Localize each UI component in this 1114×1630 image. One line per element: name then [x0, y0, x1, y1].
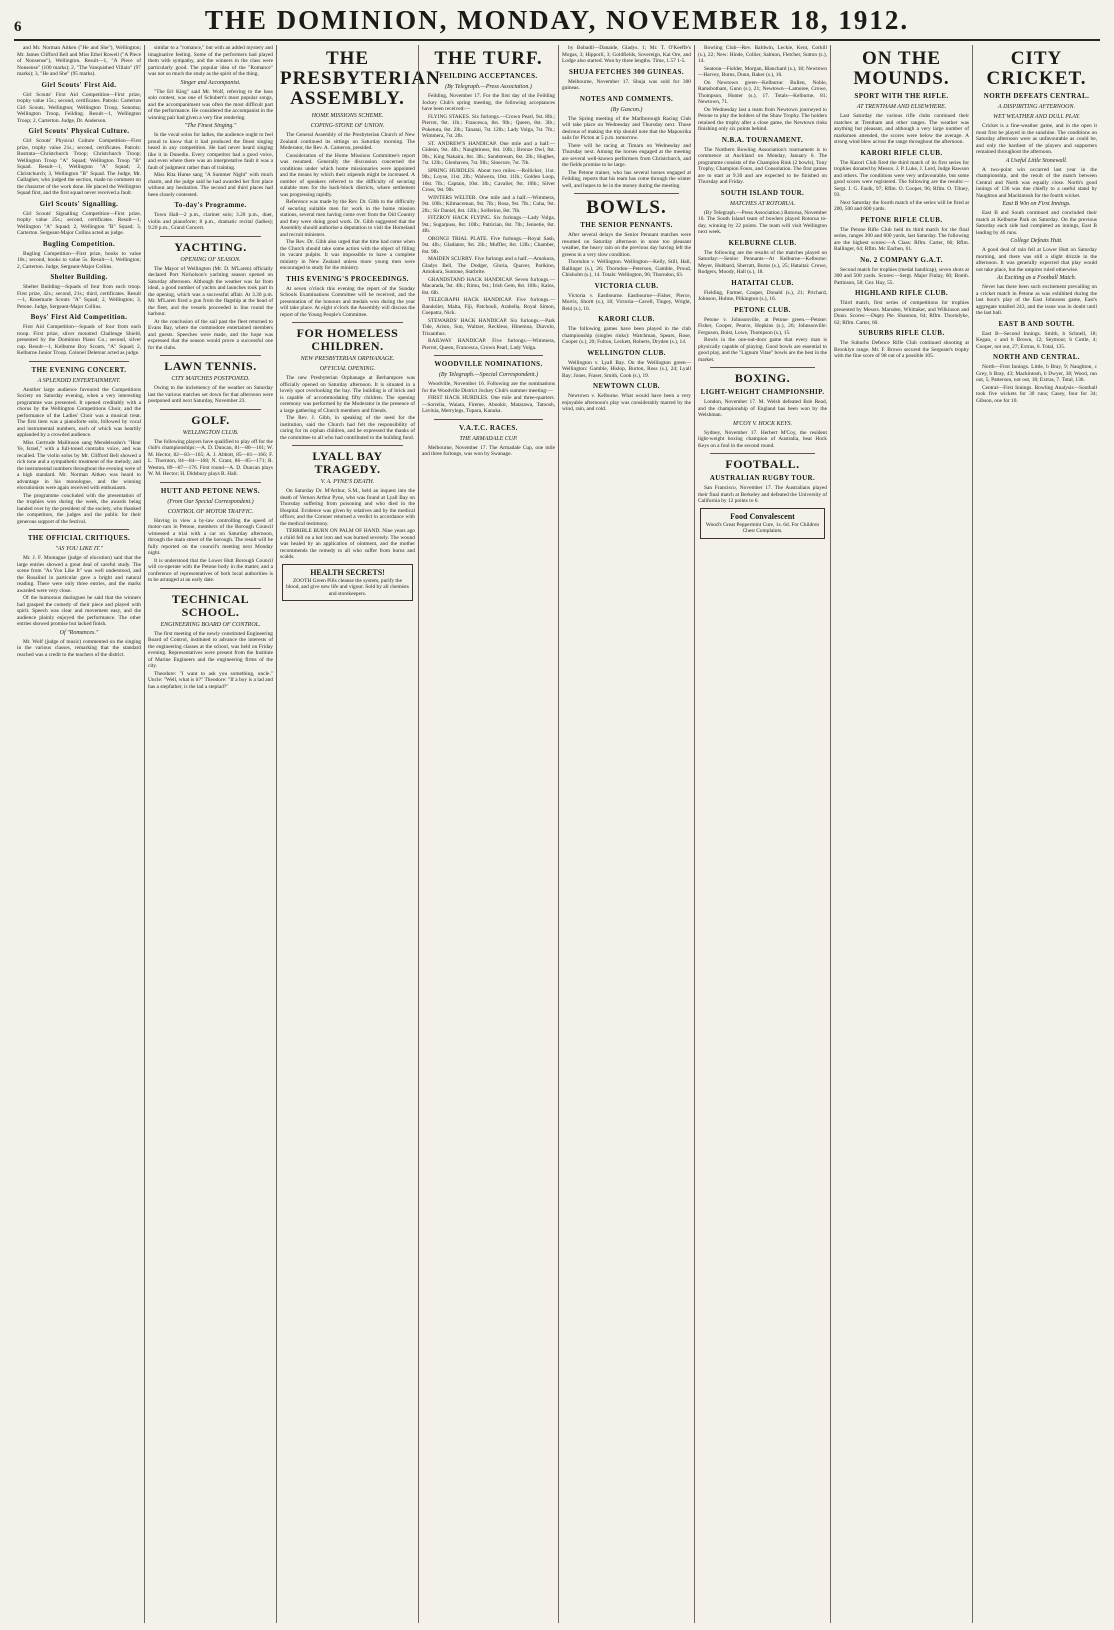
- article-subheading: College Defeats Hutt.: [1010, 238, 1063, 244]
- article-heading: Shelter Building.: [50, 273, 108, 281]
- article-subheading: Singer and Accompanist.: [180, 79, 241, 86]
- section-divider: [160, 236, 261, 237]
- article-subheading: OPENING OF SEASON.: [180, 256, 241, 263]
- article-paragraph: Another large audience favoured the Competitions Society on Saturday evening, when a very interesting programme was presented. It opened creditably with a chorus by the Wellington Competitions Choir, and the performance of the Ladies' Choir was a musical treat. The first item was a pianoforte solo, followed by vocal and instrumental numbers, each of which was heartily applauded by a crowded audience.: [17, 386, 141, 438]
- article-paragraph: At the conclusion of the sail past the fleet returned to Evans Bay, where the commodore entertained members and guests. Speeches were made, and the hope was expressed that the season would prove a successful one for the clubs.: [148, 318, 273, 351]
- article-heading: SPORT WITH THE RIFLE.: [854, 92, 949, 100]
- article-paragraph: The General Assembly of the Presbyterian Church of New Zealand continued its sittings on Saturday morning. The Moderator, the Rev. A. Cameron, presided.: [280, 132, 415, 151]
- article-paragraph: On Saturday Dr. M'Arthur, S.M., held an inquest into the death of Vernon Arthur Pyne, who was found at Lyall Bay on Thursday suffering from poisoning and who died in the Hospital. Evidence was given by relatives and by the medical officer, and the Coroner returned a verdict in accordance with the medical testimony.: [280, 488, 415, 527]
- article-heading: VICTORIA CLUB.: [594, 281, 659, 290]
- section-divider: [710, 453, 815, 454]
- article-paragraph: Woodville, November 16. Following are the nominations for the Woodville District Jockey Club's summer meeting:—: [422, 381, 555, 394]
- column-6: [694, 45, 830, 1623]
- article-paragraph: Bowls in the one-out-door game that every man is physically capable of playing. Good bowls are essential to good play, and the "Lignum Vitae" bowls are the best in the market.: [698, 337, 827, 363]
- section-heading: TECHNICAL SCHOOL.: [171, 591, 250, 619]
- article-paragraph: After several delays the Senior Pennant matches were resumed on Saturday afternoon in none too pleasant weather, the heavy rain on the previous day having left the greens in a very slow condition.: [562, 232, 691, 258]
- section-divider: [434, 419, 543, 420]
- article-paragraph: East B—Second Innings. Smith, b Schnell, 18; Kegan, c and b Brown, 12; Seymour, b Cuttle, 4; Cooper, not out, 27; Extras, 6. Total, 135.: [976, 330, 1097, 350]
- article-paragraph: TELEGRAPH HACK HANDICAP. Five furlongs.—Bandolier, Malta, Fiji, Patchouli, Arabella, Royal Simon, Coepatra, Nick.: [422, 297, 555, 316]
- article-heading: Girl Scouts' Physical Culture.: [28, 127, 130, 135]
- major-heading: ON THE MOUNDS.: [853, 48, 950, 89]
- column-3: [276, 45, 441, 1623]
- article-paragraph: Shelter Building—Squads of four from each troop. First prize, 42s.; second, 21s.; third, certificates. Result—1, Rosemarie Scouts "A" Squad; 2, Wellington; 3, Petone. Judge, Sergeant-Major Collins.: [17, 284, 141, 310]
- article-paragraph: Newtown v. Kelburne. What would have been a very enjoyable afternoon's play was considerably marred by the wind, rain, and cold.: [562, 393, 691, 412]
- article-heading: HATAITAI CLUB.: [731, 278, 794, 287]
- article-paragraph: Wellington v. Lyall Bay. On the Wellington green—Wellington: Gamble, Hislop, Burton, Ross (s.), 24; Lyall Bay: Jones, Fraser, Smith, Cook (s.), 19.: [562, 359, 691, 379]
- column-1: [14, 45, 144, 1623]
- article-heading: AUSTRALIAN RUGBY TOUR.: [709, 474, 816, 482]
- section-heading: FOR HOMELESS CHILDREN.: [296, 326, 399, 353]
- article-paragraph: ST. ANDREW'S HANDICAP. One mile and a half.—Gideon, 9st. 4lb.; Naughtiness, 8st. 10lb.; Bronze Owl, 8st. 9lb.; King Nakaira, 8st. 3lb.; Sandstream, 8st. 2lb.; Hughes, 7st. 12lb.; Glenhaven, 7st. 9lb.; Sinecure, 7st. 7lb.: [422, 140, 555, 166]
- article-subheading: NEW PRESBYTERIAN ORPHANAGE.: [300, 356, 395, 362]
- article-paragraph: The Northern Bowling Association's tournament is to commence at Auckland on Monday, January 6. The programme consists of the Champion Rink (2 bowls), Tony Trophy, Champion Fours, and Consolation. The first games are to start at 9.30 and are expected to be finished on Thursday and Friday.: [698, 146, 827, 185]
- article-paragraph: MAIDEN SCURRY. Five furlongs and a half.—Amokura, Gladys Bell, The Dodger, Gloria, Quaver, Parikino, Amokura, Suntone, Starbrite.: [422, 256, 555, 275]
- article-paragraph: At seven o'clock this evening the report of the Sunday Schools Examinations Committee will be received, and the presentation of the honours and medals won during the year will take place. At eight o'clock the Assembly will discuss the report of the Young People's Committee.: [280, 285, 415, 318]
- section-divider: [160, 355, 261, 356]
- article-paragraph: San Francisco, November 17. The Australians played their final match at Berkeley and defeated the University of California by 12 points to 6.: [698, 485, 827, 504]
- article-paragraph: There will be racing at Timaru on Wednesday and Thursday next. Among the horses engaged at the meeting are several well-known performers from Christchurch, and the fields promise to be large.: [562, 142, 691, 168]
- page-number: 6: [14, 19, 22, 35]
- article-paragraph: London, November 17. M. Welsh defeated Bob Read, and the championship of England has been won by the Welshman.: [698, 399, 827, 418]
- article-heading: WOODVILLE NOMINATIONS.: [434, 360, 543, 368]
- article-heading: Bugling Competition.: [42, 239, 116, 248]
- article-heading: HIGHLAND RIFLE CLUB.: [855, 289, 948, 297]
- article-paragraph: GRANDSTAND HACK HANDICAP. Seven furlongs.—Macarada, 9st. 4lb.; Rimu, 9st.; Irish Gem, 8st. 10lb.; Kalos, 8st. 6lb.: [422, 276, 555, 296]
- section-divider: [160, 588, 261, 589]
- article-paragraph: FLYING STAKES. Six furlongs.—Crown Pearl, 9st. 8lb.; Pierrot, 9st. 1lb.; Francesca, 8st. 9lb.; Queen, 8st. 3lb.; Puketutu, 8st. 2lb.; Tanatai, 7st. 12lb.; Lady Volga, 7st. 7lb.; Wimmera, 7st. 2lb.: [422, 113, 555, 139]
- article-paragraph: The Rev. Dr. Gibb also urged that the time had come when the Church should take some action with the object of filling its vacant pulpits. It was impossible to have a complete ministry in New Zealand unless more young men were encouraged to study for the ministry.: [280, 239, 415, 271]
- article-paragraph: The programme concluded with the presentation of the trophies won during the week, the awards being handed over by the president of the society, who thanked the competitors, the judges and the public for their generous support of the festival.: [17, 492, 141, 525]
- article-heading: NEWTOWN CLUB.: [593, 382, 660, 390]
- article-paragraph: similar to a "romance," but with an added mystery and imaginative feeling. Some of the performers had played them with sympathy, and the winners in the class were particularly good. The popular idea of the "Romance" was not so much the study as the spirit of the thing.: [148, 45, 273, 77]
- section-divider: [574, 193, 679, 194]
- column-7: [830, 45, 972, 1623]
- article-paragraph: RAILWAY HANDICAP. Five furlongs.—Wimmera, Pierrot, Queen, Francesca, Crown Pearl, Lady Volga.: [422, 338, 555, 351]
- article-paragraph: (By Telegraph.—Press Association.) Rotorua, November 16. The South Island team of bowlers played Rotorua to-day, winning by 22 points. The team will visit Wellington next week.: [698, 209, 827, 235]
- article-heading: NOTES AND COMMENTS.: [579, 94, 674, 103]
- article-paragraph: The following players have qualified to play off for the club's championships:—A. D. Duncan, 81—80—161; W. M. Hector, 82—83—165; A. J. Abbott, 85—81—166; F. L. Thornton, 84—84—168; N. Grant, 86—85—171; R. Weston, 89—87—176. First round—A. D. Duncan plays W. M. Hector; H. Didsbury plays R. Hall.: [148, 438, 273, 477]
- article-paragraph: Reference was made by the Rev. Dr. Gibb to the difficulty of securing suitable men for work in the home mission stations, several men having come over from the Old Country and they were doing good work. Dr. Gibb suggested that the Assembly should authorise a deputation to visit the Homeland and recruit ministers.: [280, 199, 415, 238]
- article-heading: THE OFFICIAL CRITIQUES.: [27, 534, 131, 542]
- article-paragraph: It is understood that the Lower Hutt Borough Council will co-operate with the Petone body in the matter, and a conference of representatives of both local authorities is to be arranged at an early date.: [148, 557, 273, 583]
- article-paragraph: On Wednesday last a team from Newtown journeyed to Petone to play the holders of the Shaw Trophy. The holders retained the trophy after a close game, the Newtown rinks finishing only six points behind.: [698, 106, 827, 132]
- article-paragraph: A good deal of rain fell at Lower Hutt on Saturday morning, and there was still a slight drizzle in the afternoon. It was generally expected that play would not take place, but the umpires ruled otherwise.: [976, 247, 1097, 273]
- article-paragraph: Owing to the inclemency of the weather on Saturday last the various matches set down for that afternoon were postponed until next Saturday, November 23.: [148, 385, 273, 404]
- article-paragraph: Seatoun—Fielder, Morgan, Blanchard (s.), 18; Newtown—Harvey, Burns, Dunn, Baker (s.), 16.: [698, 65, 827, 78]
- article-paragraph: WINTERS WELTER. One mile and a half.—Wimmera, 9st. 10lb.; Kilmacrenan, 9st. 7lb.; Rosa, 9st. 7lb.; Cuba, 9st. 2lb.; Sir Daniel, 8st. 12lb.; Solferino, 8st. 7lb.: [422, 194, 555, 214]
- article-subheading: CITY MATCHES POSTPONED.: [171, 376, 250, 382]
- article-subheading: A Useful Little Stonewall.: [1005, 157, 1068, 164]
- article-subheading: Of "Romances.": [59, 629, 99, 636]
- article-paragraph: Theodore: "I want to ask you something, uncle." Uncle: "Well, what is it?" Theodore: "If a boy is a lad and has a stepfather, is the lad a steplad?": [148, 670, 273, 690]
- article-subheading: HOME MISSIONS SCHEME.: [311, 113, 384, 119]
- article-subheading: A DISPIRITING AFTERNOON.: [998, 104, 1075, 110]
- article-paragraph: Sydney, November 17. Herbert M'Coy, the resident light-weight boxing champion of Australia, beat Hock Keys on a foul in the second round.: [698, 429, 827, 449]
- article-paragraph: Next Saturday the fourth match of the series will be fired at 200, 500 and 600 yards.: [834, 199, 969, 212]
- article-paragraph: The new Presbyterian Orphanage at Berhampore was officially opened on Saturday afternoon. It is situated in a lovely spot overlooking the bay. The building is of brick and is capable of accommodating fifty children. The opening ceremony was performed by the Moderator in the presence of a large gathering of Church members and friends.: [280, 375, 415, 414]
- article-paragraph: Of the humorous duologues he said that the winners had grasped the comedy of their piece and played with spirit. Speech was clear and movement easy, and the audience plainly enjoyed the performance. The other entries showed promise but lacked finish.: [17, 595, 141, 627]
- column-5: [558, 45, 694, 1623]
- article-subheading: As Exciting as a Football Match.: [996, 275, 1077, 281]
- article-paragraph: A two-point win occurred last year in the championship, and the result of the match between Central and North was equally close. North's good innings of 136 was due chiefly to a useful stand by Naughton and Mackintosh for the fourth wicket.: [976, 166, 1097, 199]
- article-subheading: (By Gascon.): [610, 106, 643, 113]
- section-heading: GOLF.: [191, 412, 230, 427]
- article-heading: No. 2 COMPANY G.A.T.: [860, 255, 943, 264]
- article-paragraph: The Petone Rifle Club held its third match for the final series, ranges 300 and 600 yards, last Saturday. The following are the highest scores:—A Class: Rflm. Carter, 66; Rflm. Ballinger, 64; Rflm. Mc Eachen, 61.: [834, 226, 969, 252]
- article-paragraph: The first meeting of the newly constituted Engineering Board of Control, instituted to advance the interests of the engineering classes at the school, was held on Friday evening. Representatives were present from the Institute of Marine Engineers and the engineering firms of the city.: [148, 630, 273, 669]
- article-paragraph: The Suburbs Defence Rifle Club continued shooting at Brooklyn range. Mr. F. Brown secured the Sergeant's trophy with the fine score of 98 out of a possible 105.: [834, 340, 969, 359]
- section-divider: [292, 322, 403, 323]
- article-paragraph: Last Saturday the various rifle clubs continued their matches at Trentham and other ranges. The weather was anything but pleasant, and although a very large number of marksmen attended, the scores were below the average. A strong wind blew across the range throughout the afternoon.: [834, 113, 969, 145]
- article-heading: LIGHT-WEIGHT CHAMPIONSHIP.: [700, 388, 825, 396]
- article-paragraph: The following are the results of the matches played on Saturday:—Senior Pennants—At Kelburne—Kelburne: Meyer, Hubbard, Sherratt, Burns (s.), 25; Hataitai: Crowe, Rodgers, Moody, Hall (s.), 18.: [698, 249, 827, 275]
- article-heading: N.B.A. TOURNAMENT.: [721, 135, 804, 144]
- article-paragraph: Victoria v. Eastbourne. Eastbourne—Fisher, Pierce, Morris, Shortt (s.), 18; Victoria—Cavell, Tingey, Wright, Reid (s.), 16.: [562, 292, 691, 312]
- article-subheading: WET WEATHER AND DULL PLAY.: [993, 114, 1080, 120]
- article-paragraph: Melbourne, November 17. Shuja was sold for 300 guineas.: [562, 78, 691, 91]
- article-paragraph: Miss Gertrude Mallinson sang Mendelssohn's "Hear Ye, Israel," with a full-toned contralto voice, and was recalled. The violin solos by Mr. Clifford Bell showed a rich tone and a sympathetic treatment of the melody, and the instrumental numbers throughout the evening were of a high standard. Mr. Norman Aitken was heard to advantage in his monologue, and the winning elocutionists were again received with enthusiasm.: [17, 439, 141, 491]
- article-paragraph: Never has there been such excitement prevailing on a cricket match in Petone as was exhibited during the last hour's play of the East Johnsons game, East's aggregate totalled 243, and the issue was in doubt until the last ball.: [976, 284, 1097, 316]
- article-paragraph: "The Erl King" said Mr. Wolf, referring to the bass solo contest, was one of Schubert's most popular songs, and the accompaniment was often the most difficult part of the performance. He considered the accompanist in the winning pair had given a very fine rendering.: [148, 88, 273, 121]
- section-heading: LAWN TENNIS.: [164, 359, 257, 373]
- column-8: [972, 45, 1100, 1623]
- article-subheading: AT TRENTHAM AND ELSEWHERE.: [856, 104, 947, 110]
- article-paragraph: Second match for trophies (medal handicap), seven shots at 300 and 500 yards. Scores:—Sergt. Major Finlay, 60; Bomb. Pattinson, 58; Gnr. Hay, 55.: [834, 266, 969, 286]
- article-paragraph: Mr. Wolf (judge of music) commented on the singing in the various classes, remarking that the standard reached was a credit to the teachers of the district.: [17, 638, 141, 658]
- column-4: [418, 45, 558, 1623]
- article-paragraph: FITZROY HACK FLYING. Six furlongs.—Lady Volga, 9st.; Sugarpuss, 8st. 10lb.; Patrician, 8st. 7lb.; Jennetie, 8st. 4lb.: [422, 215, 555, 234]
- advertisement: [282, 564, 413, 602]
- article-subheading: WELLINGTON CLUB.: [182, 429, 239, 436]
- article-paragraph: The Petone trainer, who has several horses engaged at Feilding, reports that his team has come through the winter well, and hopes to be in the money during the meeting.: [562, 169, 691, 189]
- article-subheading: "AS YOU LIKE IT.": [55, 546, 103, 552]
- section-heading: LYALL BAY TRAGEDY.: [312, 449, 383, 476]
- article-subheading: M'COY V. HOCK KEYS.: [732, 420, 793, 427]
- article-paragraph: The Rev. J. Gibb, in speaking of the need for the institution, said the Church had felt the responsibility of caring for its orphan children, and he expressed the thanks of the committee to all who had contributed to the building fund.: [280, 415, 415, 441]
- article-paragraph: Girl Scouts' First Aid Competition—First prize, trophy value 15s.; second, certificates. Patrols: Carterton Girl Scouts, Wellington; Wellington Troop, Sonoma; Wellington Troop, Feilding. Result—1, Wellington Troop; 2, Carterton. Judge, Dr. Anderson.: [17, 91, 141, 124]
- column-2: [144, 45, 276, 1623]
- article-heading: HUTT AND PETONE NEWS.: [160, 486, 261, 495]
- article-heading: THIS EVENING'S PROCEEDINGS.: [286, 274, 409, 283]
- section-divider: [160, 409, 261, 410]
- section-heading: BOXING.: [734, 371, 791, 385]
- article-paragraph: The following games have been played in the club championship (singles rinks): Watchman, Spears, Rose, Cooper (s.), 20; Fulton, Leckett, Roberts, Dryden (s.), 14.: [562, 326, 691, 345]
- article-heading: To-day's Programme.: [174, 201, 247, 209]
- article-paragraph: Thorndon v. Wellington. Wellington—Kelly, Still, Hall, Ballinger (s.), 26; Thorndon—Peterson, Gamble, Proud, Chisholm (s.), 14. Totals: Wellington, 96; Thorndon, 63.: [562, 259, 691, 278]
- article-subheading: (By Telegraph.—Press Association.): [445, 84, 532, 90]
- article-paragraph: Mr. J. F. Montague (judge of elocution) said that the large entries showed a great deal of careful study. The scene from "As You Like It" was well understood, and the Rosalind in particular gave a bright and natural reading. There were only three entries, and the marks awarded were very close.: [17, 555, 141, 594]
- article-paragraph: In the vocal solos for ladies, the audience ought to feel proud to know that it had produced the finest singing heard in any competition. He had never heard singing like it in Dunedin. Every competitor had a good voice, and even where there was an interpretative fault it was a fault of judgment rather than of training.: [148, 132, 273, 171]
- article-paragraph: ORONGI TRIAL PLATE. Five furlongs.—Royal Sash, 9st. 4lb.; Gladiator, 9st. 2lb.; Muffler, 8st. 12lb.; Chamber, 8st. 9lb.: [422, 235, 555, 255]
- article-paragraph: The Karori Club fired the third match of its first series for trophies donated by Messrs. J. P. Luke, J. Lord, Judge Rawson and others. The conditions were very unfavourable, but some good scores were registered. The following are the results:—Sergt. J. G. Faulk, 97; Rflm. O. Cooper, 96; Rflm. O. Tilney, 93.: [834, 159, 969, 198]
- article-paragraph: by Bobadil—Danaide, Gladys. 1; Mr. T. O'Keeffe's Mogas, 3; Hipporil, 3; Goldfields, Sovereign, Kai Ore, and Lodge also started. Won by three lengths. Time, 1.57 1-5.: [562, 45, 691, 64]
- article-paragraph: Girl Scouts' Signalling Competition—First prize, trophy value 25s.; second, certificates. Result—1, Wellington "A" Squad; 2, Wellington "B" Squad; 3, Carterton. Sergeant-Major Collins acted as judge.: [17, 210, 141, 236]
- article-paragraph: Consideration of the Home Missions Committee's report was resumed. Generally the discussion concerned the conditions under which home missionaries were appointed and the means by which their stipends might be increased. A number of speakers referred to the difficulty of securing suitable men for the back-block districts, where settlement was progressing rapidly.: [280, 152, 415, 198]
- article-paragraph: and Mr. Norman Aitken ("He and She"), Wellington; Mr. James Clifford Bell and Miss Ethel Rowell ("A Piece of Nonsense"), Wellington. Result—1, "A Piece of Nonsense" (100 marks); 2, "The Vanquished Villain" (97 marks); 3, "He and She" (95 marks).: [17, 45, 141, 77]
- section-heading: FOOTBALL.: [725, 457, 800, 471]
- article-heading: Girl Scouts' First Aid.: [41, 80, 117, 89]
- section-divider: [160, 482, 261, 483]
- article-subheading: V. A. PYNE'S DEATH.: [320, 479, 375, 485]
- article-paragraph: TERRIBLE BURN ON PALM OF HAND. Nine years ago a child fell on a hot iron and was burned severely. The wound was healed by an application of ointment, and the mother recommends the remedy to all who suffer from burns and scalds.: [280, 528, 415, 560]
- article-heading: PETONE CLUB.: [734, 305, 791, 314]
- article-subheading: "The Finest Singing.": [184, 123, 237, 129]
- article-heading: THE SENIOR PENNANTS.: [580, 221, 673, 229]
- article-heading: FEILDING ACCEPTANCES.: [439, 72, 538, 80]
- major-heading: BOWLS.: [586, 197, 667, 218]
- section-divider: [434, 355, 543, 356]
- major-heading: CITY CRICKET.: [986, 48, 1087, 89]
- article-paragraph: FIRST HACK HURDLES. One mile and three-quarters.—Sorrelia, Waiata, Fireme, Aboukir, Matarawa, Tatoosh, Lavinia, Merrylegs, Tupara, Kanuka.: [422, 395, 555, 414]
- article-heading: NORTH DEFEATS CENTRAL.: [983, 92, 1090, 100]
- article-paragraph: Third match, first series of competitions for trophies presented by Messrs. Marsden, Whittaker, and Wilkinson and Dunn. Scores:—Dupty Pte. Shannon, 64; Rflm. Thorndyke, 62; Rflm. Carter, 60.: [834, 300, 969, 326]
- article-paragraph: Miss Rita Hume sang "A Summer Night" with much charm, and the judge said he had awarded her first place without any hesitation. The second and third places had been closely contested.: [148, 172, 273, 198]
- article-heading: THE EVENING CONCERT.: [31, 365, 127, 374]
- article-paragraph: Central—First Innings. Bowling Analysis—Southall took five wickets for 30 runs; Casey, four for 34; Gibson, one for 10.: [976, 384, 1097, 404]
- article-heading: Girl Scouts' Signalling.: [39, 199, 119, 208]
- section-divider: [29, 361, 129, 362]
- article-paragraph: Bowling Club—Rev. Baldwin, Leckie, Kent, Corkill (s.), 22; New: Hinde, Collier, Salmon, Fletcher, Sutton (s.), 14.: [698, 45, 827, 64]
- article-subheading: East B Win on First Innings.: [1002, 201, 1071, 207]
- article-paragraph: Cricket is a fine-weather game, and in the open it must first be played in the sunshine. The conditions on Saturday afternoon were as unfavourable as could be, and only the hardiest of the players and supporters remained throughout the afternoon.: [976, 123, 1097, 155]
- section-divider: [710, 367, 815, 368]
- article-heading: KELBURNE CLUB.: [728, 238, 797, 247]
- article-subheading: (From Our Special Correspondent.): [167, 498, 254, 505]
- article-subheading: (By Telegraph.—Special Correspondent.): [438, 372, 539, 378]
- article-subheading: COPING-STONE OF UNION.: [310, 123, 385, 129]
- article-subheading: THE ARMADALE CUP.: [459, 435, 518, 442]
- article-heading: EAST B AND SOUTH.: [998, 319, 1075, 328]
- article-paragraph: Fielding, Farmer, Cooper, Donald (s.), 21; Prichard, Johnson, Hulme, Pilkington (s.), 16.: [698, 289, 827, 302]
- section-heading: YACHTING.: [174, 239, 247, 254]
- article-heading: KARORI RIFLE CLUB.: [860, 148, 943, 157]
- article-paragraph: Having in view a by-law controlling the speed of motor-cars in Petone, members of the Borough Council witnessed a trial with a car on Saturday afternoon, through the main street of the borough. The result will be fully reported on the council's meeting next Monday night.: [148, 517, 273, 556]
- article-paragraph: Melbourne, November 17. The Armadale Cup, one mile and three furlongs, was won by Swanage.: [422, 444, 555, 457]
- article-paragraph: SPRING HURDLES. About two miles.—Rollicker, 11st. 9lb.; Loyse, 11st. 2lb.; Waiwera, 10st. 11lb.; Golden Loop, 10st. 7lb.; Captain, 10st. 3lb.; Cavalier, 9st. 10lb.; Silver Cross, 9st. 9lb.: [422, 167, 555, 193]
- article-heading: SUBURBS RIFLE CLUB.: [858, 329, 945, 337]
- article-heading: PETONE RIFLE CLUB.: [860, 215, 943, 224]
- masthead: [14, 6, 1100, 41]
- advertisement-title: HEALTH SECRETS!: [310, 567, 385, 577]
- article-subheading: OFFICIAL OPENING.: [319, 366, 376, 372]
- advertisement-text: ZOOTH Green Pills cleanse the system, purify the blood, and give new life and vigour. Sold by all chemists and storekeepers.: [286, 577, 409, 597]
- article-heading: Boys' First Aid Competition.: [30, 313, 128, 321]
- masthead-title: THE DOMINION, MONDAY, NOVEMBER 18, 1912.: [204, 5, 910, 35]
- article-subheading: CONTROL OF MOTOR TRAFFIC.: [167, 508, 254, 515]
- article-paragraph: Girl Scouts' Physical Culture Competition—First prize, trophy value 21s.; second, certificates. Patrols: Rostrata—Christchurch Troop; Christchurch Troop; Wellington Troop "A" Squad; Wellington Troop "B" Squad. Result—1, Wellington "A" Squad; 2, Christchurch; 3, Wellington "B" Squad. The Judge, Mr. Gallagher, who judged the section, made no comment on the character of the work done. He placed the Wellington Squad first, and the first squad never received a fault.: [17, 138, 141, 196]
- article-paragraph: Town Hall—2 p.m., clarinet solo; 3.20 p.m., duet, violin and pianoforte; 8 p.m., dramatic recital (ladies); 9.20 p.m., Grand Concert.: [148, 212, 273, 231]
- article-paragraph: Feilding, November 17. For the first day of the Feilding Jockey Club's spring meeting, the following acceptances have been received:—: [422, 93, 555, 112]
- article-heading: NORTH AND CENTRAL.: [993, 353, 1080, 361]
- article-heading: SOUTH ISLAND TOUR.: [720, 188, 805, 197]
- article-heading: SHUJA FETCHES 300 GUINEAS.: [568, 67, 685, 76]
- advertisement-text: Wood's Great Peppermint Cure, 1s. 6d. For Children Chest Complaints.: [705, 521, 820, 534]
- article-paragraph: East B and South continued and concluded their match at Kelburne Park on Saturday. On the previous Saturday each side had completed an innings, East B leading by 46 runs.: [976, 210, 1097, 236]
- article-paragraph: North—First Innings. Little, b Bray, 9; Naughton, c Grey, b Bray, 43; Mackintosh, b Dwyer, 38; Wood, run out, 5; Patterson, not out, 18; Extras, 7. Total, 136.: [976, 364, 1097, 383]
- article-subheading: MATCHES AT ROTORUA.: [729, 200, 796, 207]
- article-subheading: A SPLENDID ENTERTAINMENT.: [37, 377, 121, 384]
- article-paragraph: Bugling Competition—First prize, books to value 10s.; second, books to value 5s. Result—1, Wellington; 2, Carterton. Judge, Sergeant-Major Collins.: [17, 250, 141, 270]
- article-paragraph: The Spring meeting of the Marlborough Racing Club will take place on Wednesday and Thursday next. Those desirous of making the trip should note that the Mapourika sails for Picton at 5 p.m. tomorrow.: [562, 115, 691, 141]
- article-subheading: ENGINEERING BOARD OF CONTROL.: [160, 621, 261, 628]
- advertisement: [700, 508, 825, 539]
- article-paragraph: Petone v. Johnsonville, at Petone green.—Petone: Fisher, Cooper, Pearce, Hopkins (s.), 26; Johnsonville: Ferguson, Buist, Lowe, Thompson (s.), 15.: [698, 316, 827, 336]
- article-heading: WELLINGTON CLUB.: [587, 348, 666, 357]
- article-heading: V.A.T.C. RACES.: [459, 423, 518, 432]
- article-heading: KARORI CLUB.: [598, 315, 655, 323]
- advertisement-title: Food Convalescent: [730, 511, 795, 521]
- article-paragraph: First Aid Competition—Squads of four from each troop. First prize, silver mounted Challenge Shield, presented by the Dominion Piano Co.; second, silver cup. Result—1, Kelburne Boy Scouts, "A" Squad; 2, Kelburne Junior Troop. Colonel Deletour acted as judge.: [17, 324, 141, 356]
- major-heading: THE PRESBYTERIAN ASSEMBLY.: [280, 48, 441, 109]
- section-divider: [292, 445, 403, 446]
- article-paragraph: STEWARDS' HACK HANDICAP. Six furlongs.—Park Tide, Aristo, Sun, Waltzer, Reckless, Hinemoa, Diavolo, Trisanthus.: [422, 317, 555, 337]
- article-paragraph: On Newtown green—Kelburne: Bullen, Noble, Ramsbotham, Gunn (s.), 21; Newtown—Lamoree, Crowe, Thompson, Hunter (s.), 17. Totals—Kelburne, 81; Newtown, 71.: [698, 79, 827, 105]
- major-heading: THE TURF.: [434, 48, 543, 69]
- article-paragraph: The Mayor of Wellington (Mr. D. M'Laren) officially declared Port Nicholson's yachting season opened on Saturday afternoon. Although the weather was far from ideal, a good number of yachts and launches took part in the opening, which was a successful affair. At 3.30 p.m. Mr. M'Laren fired a gun from the flagship at the head of the fleet, and the vessels proceeded in line round the harbour.: [148, 265, 273, 317]
- section-divider: [29, 529, 129, 530]
